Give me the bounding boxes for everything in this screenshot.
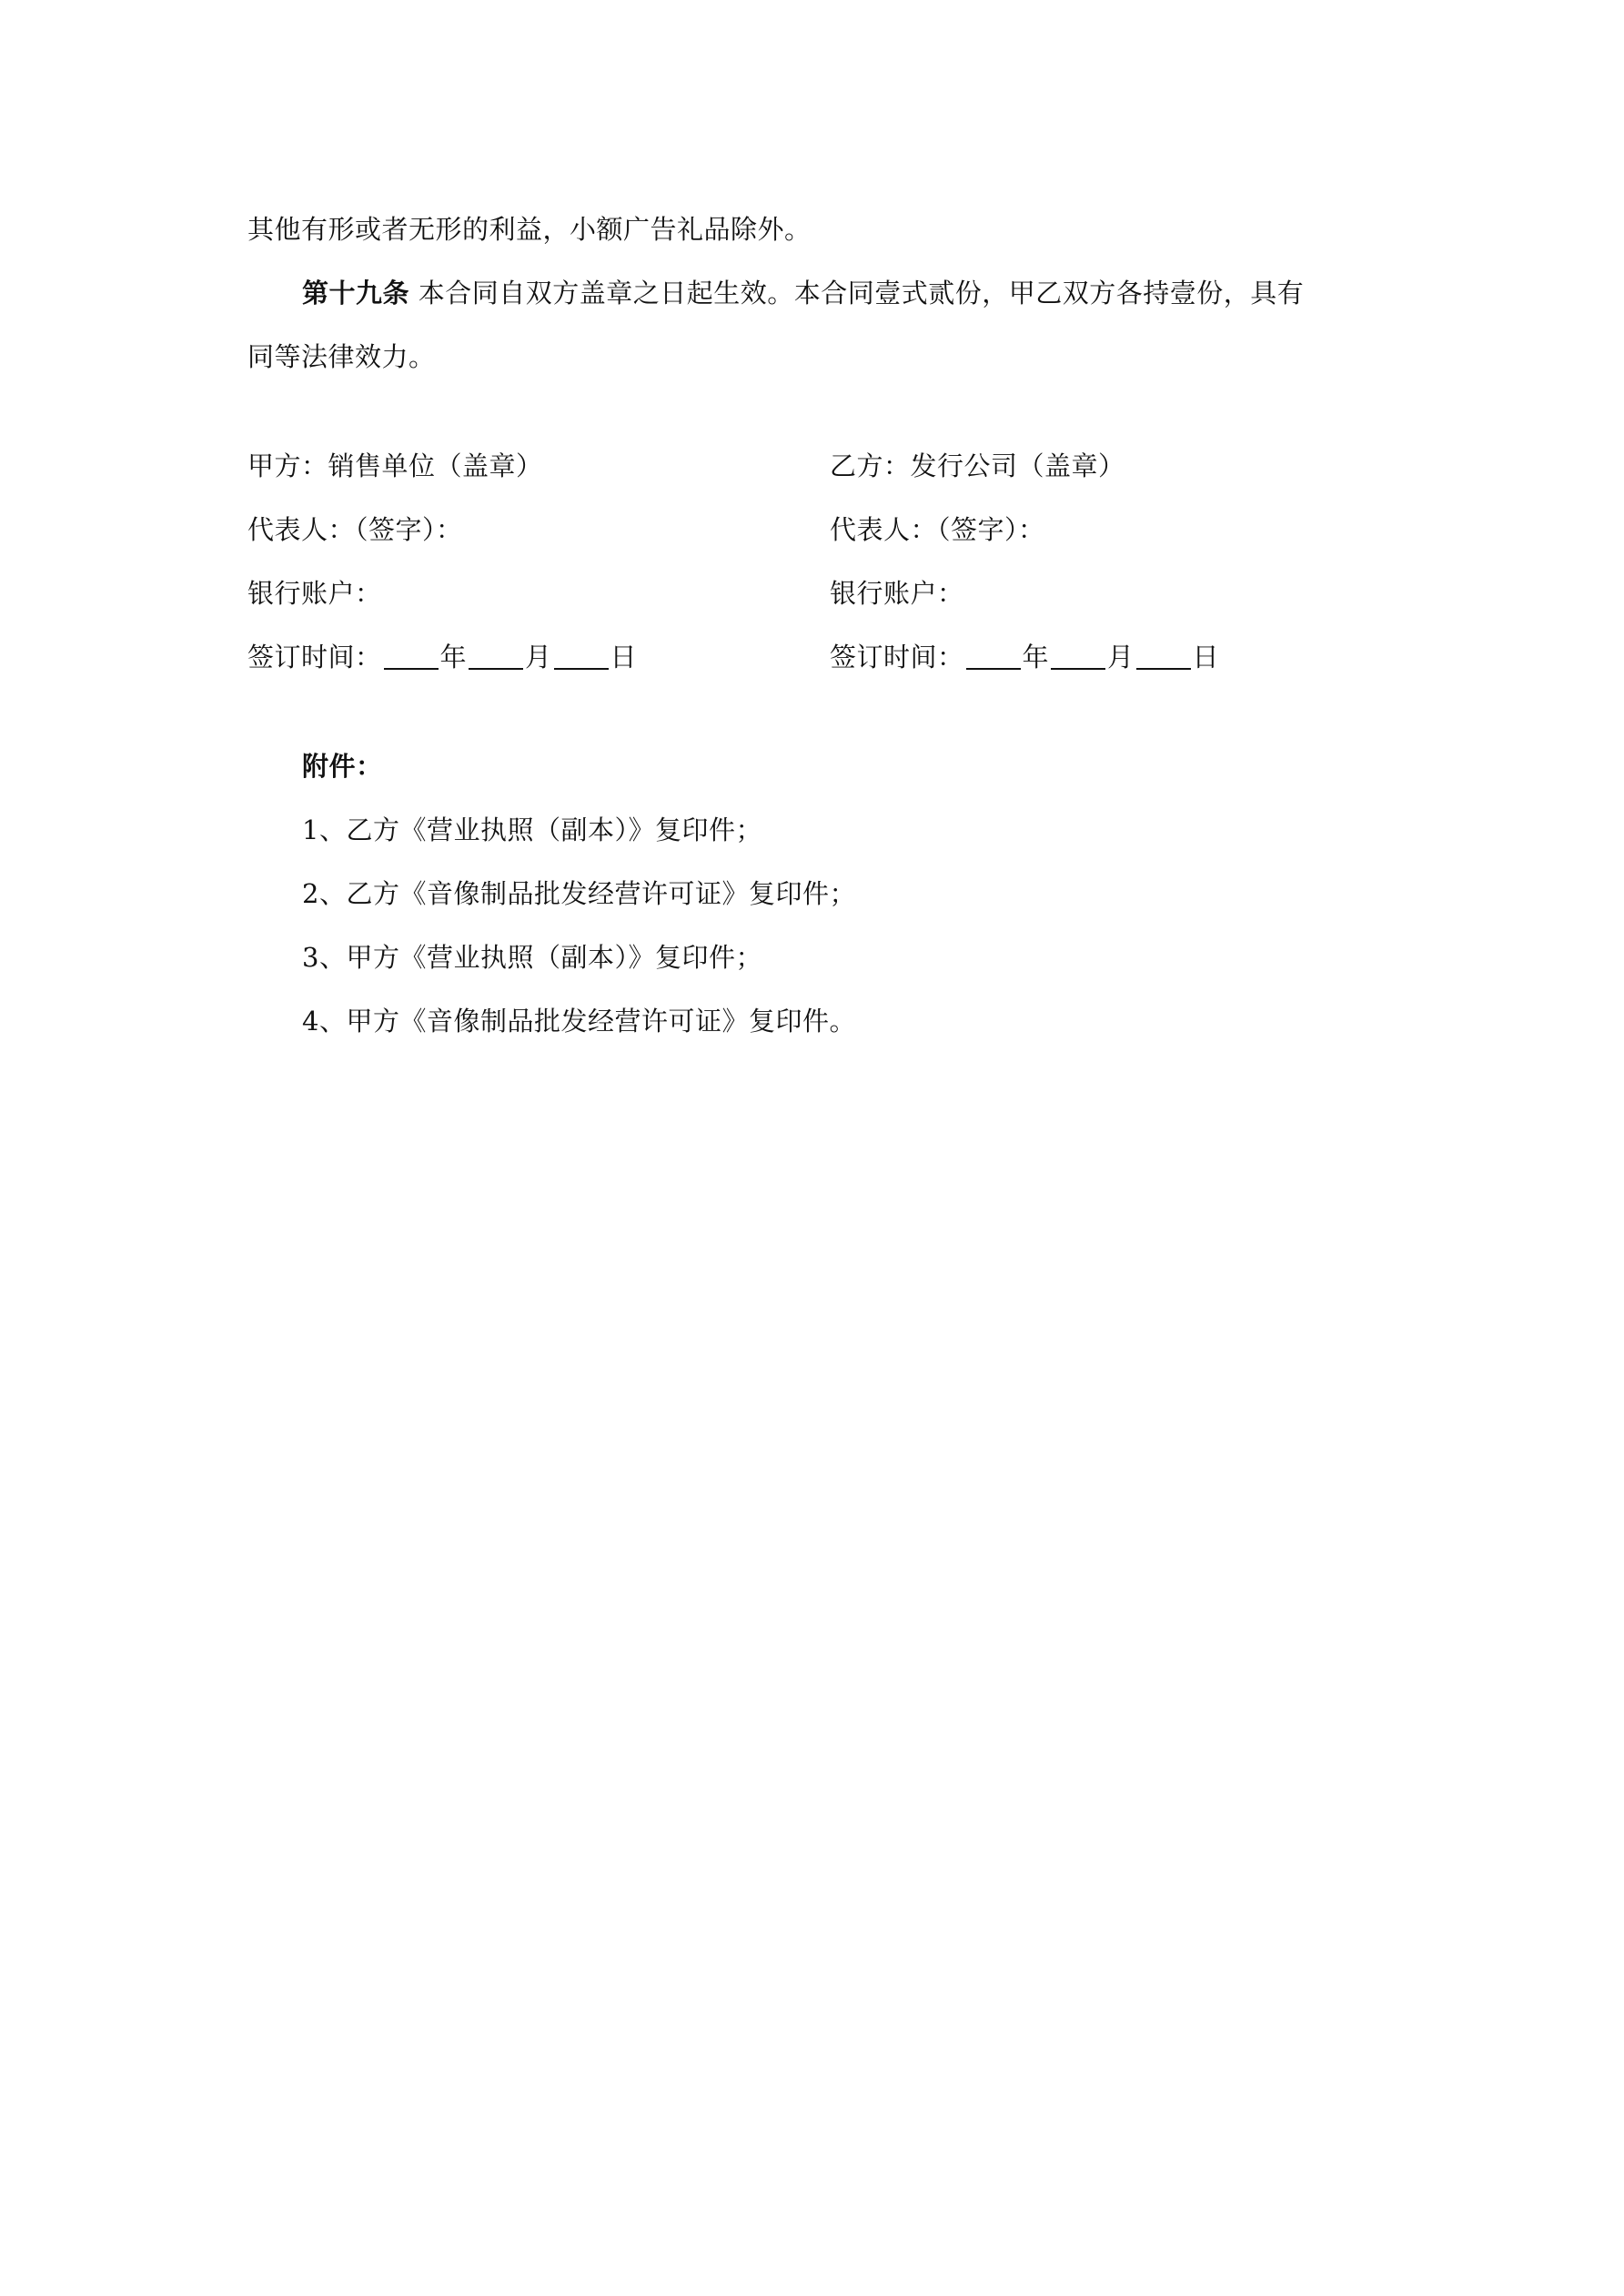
party-a-month-blank bbox=[469, 641, 523, 670]
attachments-heading: 附件： bbox=[302, 751, 383, 782]
party-b-date-label: 签订时间： bbox=[830, 642, 964, 673]
party-b-signing-date bbox=[830, 639, 1219, 675]
party-a-year-blank bbox=[384, 641, 439, 670]
party-b-day-blank bbox=[1136, 641, 1191, 670]
party-a-date-label: 签订时间： bbox=[247, 642, 382, 673]
party-a-representative: 代表人：（签字）： bbox=[247, 514, 463, 545]
party-b-month-blank bbox=[1051, 641, 1105, 670]
party-b-bank-account: 银行账户： bbox=[830, 578, 964, 609]
article-19-line-2: 同等法律效力。 bbox=[247, 341, 436, 372]
article-19-line-1 bbox=[302, 275, 1304, 311]
party-b-month-label: 月 bbox=[1107, 642, 1135, 673]
clause-continuation: 其他有形或者无形的利益，小额广告礼品除外。 bbox=[247, 214, 812, 245]
attachment-item: 4、甲方《音像制品批发经营许可证》复印件。 bbox=[302, 1006, 856, 1037]
article-19-heading: 第十九条 bbox=[302, 278, 410, 308]
attachment-item: 3、甲方《营业执照（副本）》复印件； bbox=[302, 942, 762, 973]
party-a-day-label: 日 bbox=[610, 642, 638, 673]
party-a-year-label: 年 bbox=[439, 642, 468, 673]
article-19-text-1: 本合同自双方盖章之日起生效。本合同壹式贰份，甲乙双方各持壹份，具有 bbox=[409, 278, 1305, 308]
party-a-signing-date bbox=[247, 639, 637, 675]
party-b-year-label: 年 bbox=[1022, 642, 1050, 673]
attachment-item: 1、乙方《营业执照（副本）》复印件； bbox=[302, 814, 762, 845]
party-b-name: 乙方：发行公司（盖章） bbox=[830, 450, 1125, 481]
party-a-month-label: 月 bbox=[525, 642, 552, 673]
party-b-day-label: 日 bbox=[1192, 642, 1220, 673]
party-a-bank-account: 银行账户： bbox=[247, 578, 382, 609]
party-a-name: 甲方：销售单位（盖章） bbox=[247, 450, 543, 481]
party-a-day-blank bbox=[554, 641, 609, 670]
party-b-year-blank bbox=[966, 641, 1021, 670]
attachment-item: 2、乙方《音像制品批发经营许可证》复印件； bbox=[302, 878, 856, 909]
party-b-representative: 代表人：（签字）： bbox=[830, 514, 1045, 545]
